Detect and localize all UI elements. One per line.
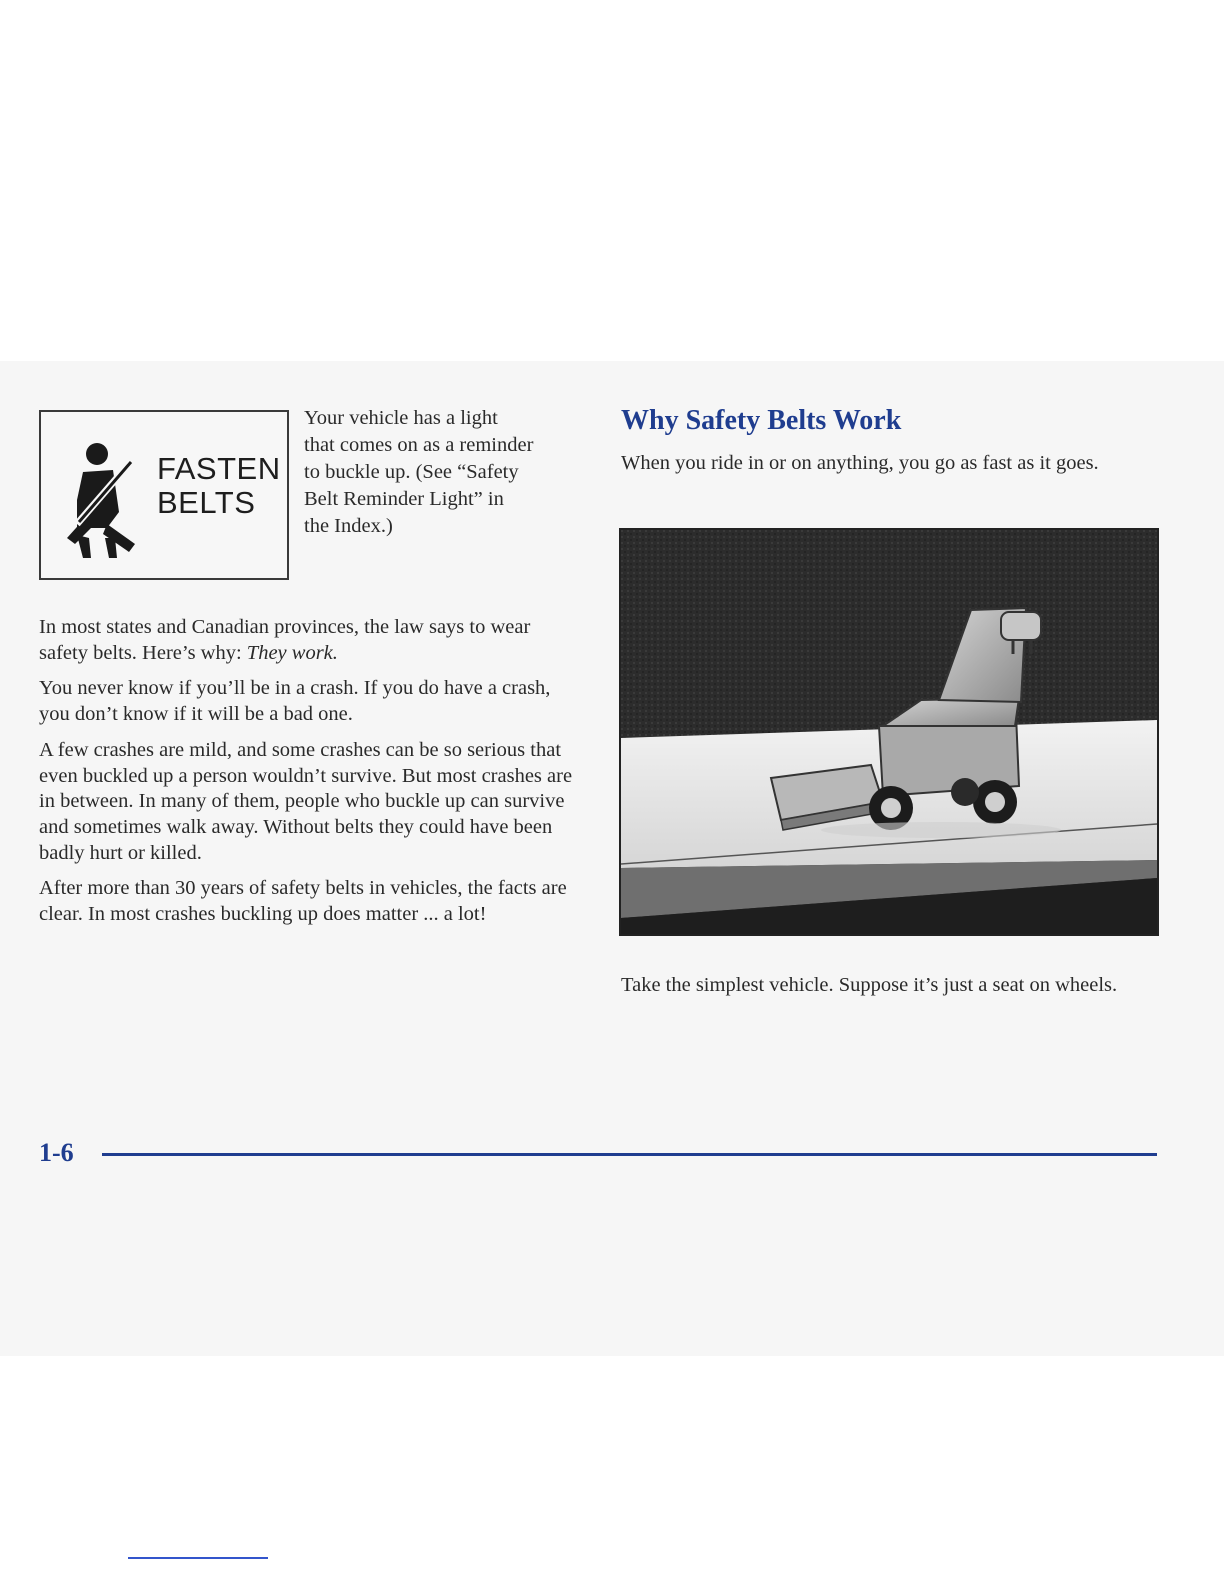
bottom-mark xyxy=(128,1557,268,1559)
fasten-label: FASTEN xyxy=(157,451,281,486)
fasten-belts-indicator xyxy=(39,410,289,580)
seat-on-wheels-illustration xyxy=(619,528,1159,936)
facts-paragraph: After more than 30 years of safety belts in vehicles, the facts are clear. In most crashes buckling up does matter ... a lot! xyxy=(39,877,567,926)
figure-caption: Take the simplest vehicle. Suppose it’s just a seat on wheels. xyxy=(621,974,1118,996)
left-column xyxy=(39,615,574,938)
law-paragraph xyxy=(39,615,574,666)
fasten-belts-label xyxy=(157,452,287,520)
crash-paragraph: You never know if you’ll be in a crash. If you do have a crash, you don’t know if it will be a bad one. xyxy=(39,677,551,726)
law-text: In most states and Canadian provinces, the law says to wear safety belts. Here’s why: xyxy=(39,616,531,664)
page-number: 1-6 xyxy=(39,1138,74,1167)
law-emphasis: They work. xyxy=(246,641,338,664)
seat-illustration-svg xyxy=(621,530,1157,934)
section-heading: Why Safety Belts Work xyxy=(621,405,902,436)
seatbelt-person-icon xyxy=(47,440,157,560)
belts-label: BELTS xyxy=(157,485,256,520)
footer-rule xyxy=(102,1153,1157,1156)
reminder-paragraph: Your vehicle has a light that comes on as a reminder to buckle up. (See “Safety Belt Reminder Light” in the Index.) xyxy=(304,407,534,537)
section-intro: When you ride in or on anything, you go as fast as it goes. xyxy=(621,452,1099,474)
severity-paragraph: A few crashes are mild, and some crashes can be so serious that even buckled up a person wouldn’t survive. But most crashes are in between. In many of them, people who buckle up can survive and sometimes walk away. Without belts they could have been badly hurt or killed. xyxy=(39,738,573,864)
